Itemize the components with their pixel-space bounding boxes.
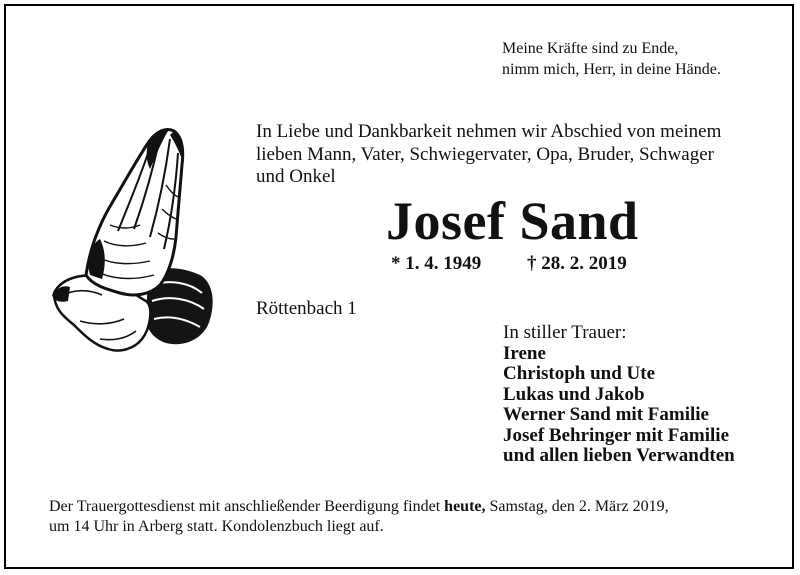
service-announcement [49,497,669,537]
birth-date: * 1. 4. 1949 [391,253,482,274]
service-text-start: Der Trauergottesdienst mit anschließender Beerdigung findet [49,498,445,515]
motto-line-1: Meine Kräfte sind zu Ende, [502,40,679,57]
service-line-2: um 14 Uhr in Arberg statt. Kondolenzbuch liegt auf. [49,518,384,535]
intro-line-2: lieben Mann, Vater, Schwiegervater, Opa, Bruder, Schwager [256,143,714,165]
address: Röttenbach 1 [256,298,357,319]
motto-line-2: nimm mich, Herr, in deine Hände. [502,61,721,78]
deceased-name: Josef Sand [386,191,639,251]
mourner-name: Werner Sand mit Familie [503,404,709,426]
service-text-date: Samstag, den 2. März 2019, [485,498,669,515]
mourner-name: Lukas und Jakob [503,383,645,405]
mourner-name: Irene [503,343,546,364]
mourner-name: Josef Behringer mit Familie [503,424,730,446]
service-day-emphasis: heute, [444,498,486,515]
intro-text [256,121,721,189]
intro-line-3: und Onkel [256,166,336,187]
praying-hands-icon [50,125,220,360]
service-line-1 [49,497,669,517]
mourner-name: Christoph und Ute [503,363,656,385]
mourners-heading: In stiller Trauer: [503,322,627,343]
mourner-name: und allen lieben Verwandten [503,445,735,467]
death-date: † 28. 2. 2019 [527,253,627,274]
motto-verse [502,38,721,80]
mourners-list [503,344,735,466]
life-dates [391,252,627,276]
intro-line-1: In Liebe und Dankbarkeit nehmen wir Abschied von meinem [256,121,722,142]
